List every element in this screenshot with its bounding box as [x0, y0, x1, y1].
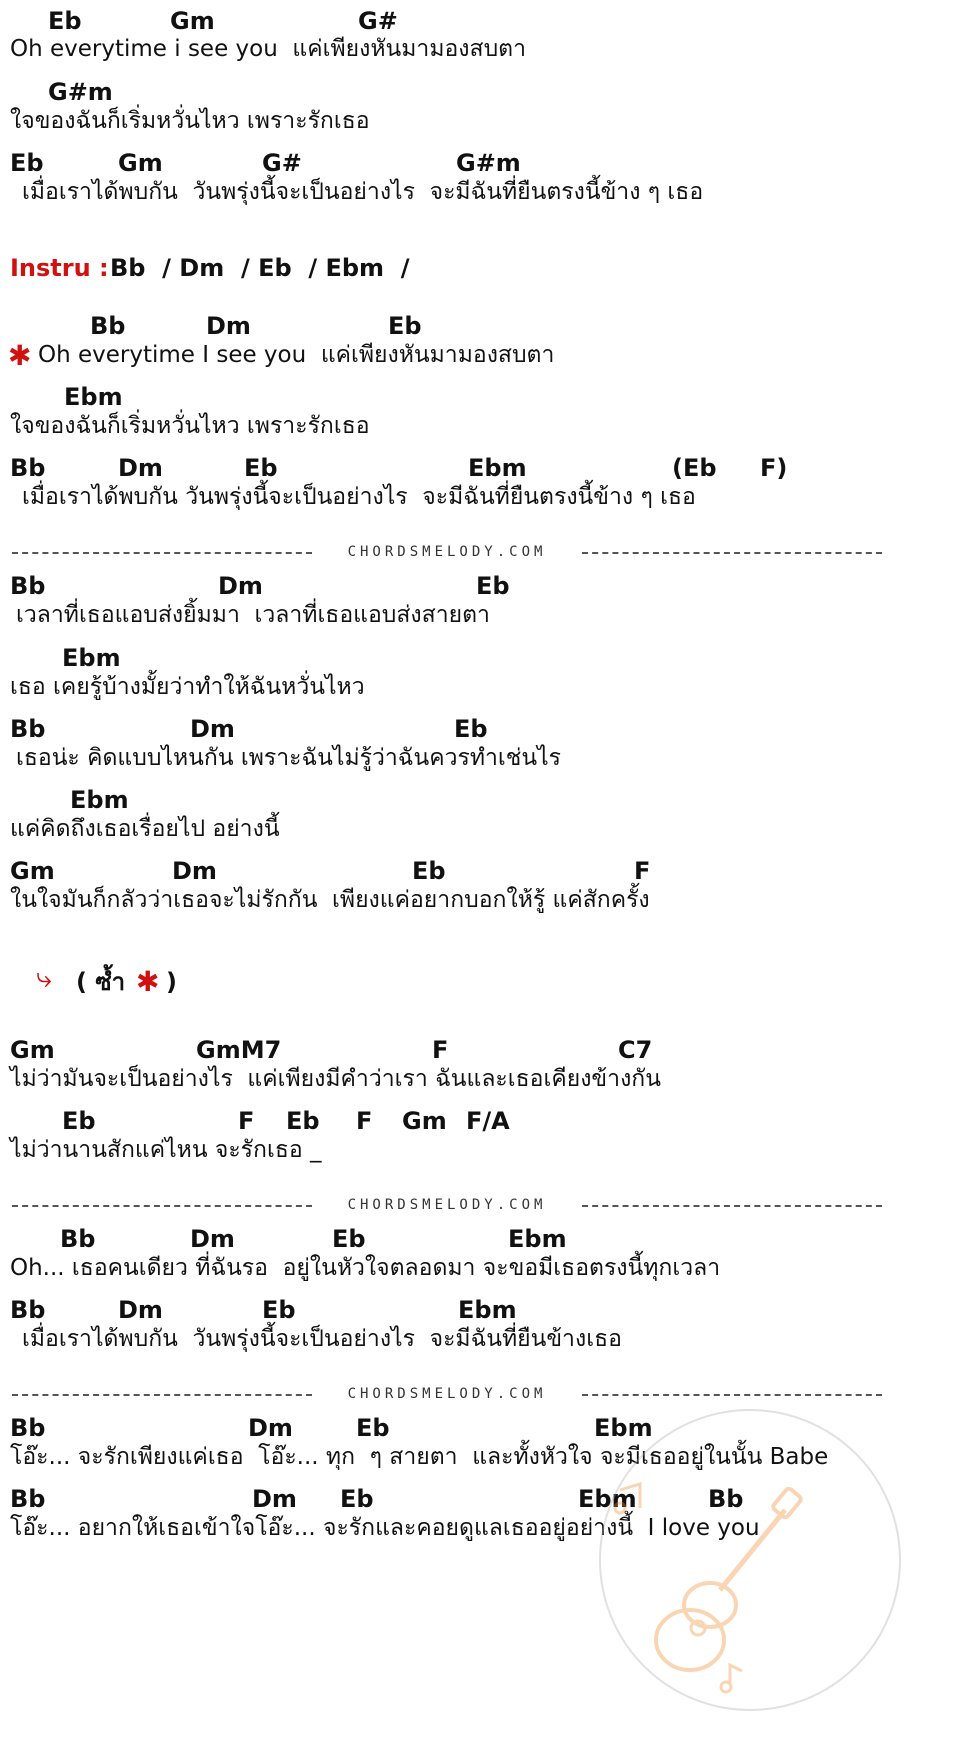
chord: Eb	[10, 149, 44, 177]
chord: Ebm	[458, 1296, 517, 1324]
lyric-line: ใจของฉันก็เริ่มหวั่นไหว เพราะรักเธอ	[10, 108, 370, 134]
chord: F	[634, 857, 651, 885]
chord: Bb	[10, 715, 46, 743]
lyric-line: เมื่อเราได้พบกัน วันพรุ่งนี้จะเป็นอย่างไร จะมีฉันที่ยืนข้างเธอ	[22, 1326, 622, 1352]
chord: G#m	[48, 78, 113, 106]
chord: Dm	[206, 312, 251, 340]
chord: Bb	[10, 572, 46, 600]
lyric-line: เมื่อเราได้พบกัน วันพรุ่งนี้จะเป็นอย่างไร จะมีฉันที่ยืนตรงนี้ข้าง ๆ เธอ	[22, 484, 696, 510]
chord: Dm	[252, 1485, 297, 1513]
chord: G#m	[456, 149, 521, 177]
chord: Dm	[190, 715, 235, 743]
chord: Dm	[248, 1414, 293, 1442]
repeat-close: )	[166, 968, 177, 996]
chord: Dm	[218, 572, 263, 600]
section-separator	[12, 544, 882, 560]
chord: Gm	[10, 857, 55, 885]
lyric-line: เธอน่ะ คิดแบบไหนกัน เพราะฉันไม่รู้ว่าฉันควรทำเช่นไร	[16, 745, 562, 771]
chord: F)	[760, 454, 788, 482]
chord: Gm	[170, 7, 215, 35]
chord: Bb	[10, 1296, 46, 1324]
chord: Dm	[118, 454, 163, 482]
lyric-line: โอ๊ะ... จะรักเพียงแค่เธอ โอ๊ะ... ทุก ๆ สายตา และทั้งหัวใจ จะมีเธออยู่ในนั้น Babe	[10, 1444, 829, 1470]
chord: GmM7	[196, 1036, 282, 1064]
chord: Eb	[476, 572, 510, 600]
chord: Bb	[10, 1414, 46, 1442]
lyric-line: Oh everytime i see you แค่เพียงหันมามองสบตา	[10, 36, 527, 62]
chord: Eb	[262, 1296, 296, 1324]
lyric-line: ไม่ว่านานสักแค่ไหน จะรักเธอ _	[10, 1137, 322, 1163]
chord: Dm	[172, 857, 217, 885]
chord: (Eb	[672, 454, 717, 482]
chord: Eb	[454, 715, 488, 743]
chord: F	[432, 1036, 449, 1064]
lyric-line: ในใจมันก็กลัวว่าเธอจะไม่รักกัน เพียงแค่อยากบอกให้รู้ แค่สักครั้ง	[10, 887, 650, 913]
lyric-line: ไม่ว่ามันจะเป็นอย่างไร แค่เพียงมีคำว่าเรา ฉันและเธอเคียงข้างกัน	[10, 1066, 661, 1092]
lyric-line: เมื่อเราได้พบกัน วันพรุ่งนี้จะเป็นอย่างไร จะมีฉันที่ยืนตรงนี้ข้าง ๆ เธอ	[22, 179, 704, 205]
chord: Eb	[62, 1107, 96, 1135]
chord: Gm	[118, 149, 163, 177]
lyric-line: เธอ เคยรู้บ้างมั้ยว่าทำให้ฉันหวั่นไหว	[10, 674, 365, 700]
repeat-marker-star-icon: ✱	[8, 339, 32, 372]
lyric-line: เวลาที่เธอแอบส่งยิ้มมา เวลาที่เธอแอบส่งสายตา	[16, 602, 490, 628]
separator-label: CHORDSMELODY.COM	[342, 1386, 553, 1402]
chord: Ebm	[70, 786, 129, 814]
chordsmelody-watermark-logo	[560, 1340, 940, 1760]
lyric-line: ใจของฉันก็เริ่มหวั่นไหว เพราะรักเธอ	[10, 413, 370, 439]
chord: Eb	[48, 7, 82, 35]
chord: G#	[358, 7, 398, 35]
instru-label: Instru :	[10, 254, 109, 282]
chord: Gm	[402, 1107, 447, 1135]
chord: Bb	[10, 1485, 46, 1513]
chord: Ebm	[578, 1485, 637, 1513]
repeat-star-icon: ✱	[136, 965, 160, 998]
lyric-line: Oh everytime I see you แค่เพียงหันมามองสบตา	[38, 342, 555, 368]
guitar-icon	[656, 1487, 802, 1670]
chord: Ebm	[64, 383, 123, 411]
lyric-line: โอ๊ะ... อยากให้เธอเข้าใจโอ๊ะ... จะรักและคอยดูแลเธออยู่อย่างนี้ I love you	[10, 1515, 760, 1541]
chord: F/A	[466, 1107, 510, 1135]
chord: Eb	[244, 454, 278, 482]
separator-label: CHORDSMELODY.COM	[342, 544, 553, 560]
chord: Eb	[412, 857, 446, 885]
separator-label: CHORDSMELODY.COM	[342, 1197, 553, 1213]
chord: Bb	[90, 312, 126, 340]
chord: F	[238, 1107, 255, 1135]
chord: Ebm	[62, 644, 121, 672]
instru-chords: Bb / Dm / Eb / Ebm /	[110, 254, 410, 282]
chord: Dm	[118, 1296, 163, 1324]
chord: Eb	[388, 312, 422, 340]
chord: G#	[262, 149, 302, 177]
chord: Bb	[60, 1225, 96, 1253]
section-separator	[12, 1197, 882, 1213]
chord: Eb	[332, 1225, 366, 1253]
chord: Ebm	[594, 1414, 653, 1442]
chord: Bb	[10, 454, 46, 482]
lyric-line: Oh... เธอคนเดียว ที่ฉันรอ อยู่ในหัวใจตลอดมา จะขอมีเธอตรงนี้ทุกเวลา	[10, 1255, 721, 1281]
chord: Eb	[356, 1414, 390, 1442]
chord: Bb	[708, 1485, 744, 1513]
chord: Gm	[10, 1036, 55, 1064]
chord: F	[356, 1107, 373, 1135]
repeat-label: ( ซ้ำ	[76, 968, 126, 996]
lyric-line: แค่คิดถึงเธอเรื่อยไป อย่างนี้	[10, 816, 280, 842]
chord: Dm	[190, 1225, 235, 1253]
repeat-arrow-icon: ⤷	[36, 961, 52, 994]
chord: Eb	[340, 1485, 374, 1513]
chord: Ebm	[508, 1225, 567, 1253]
chord: C7	[618, 1036, 653, 1064]
chord: Eb	[286, 1107, 320, 1135]
chord: Ebm	[468, 454, 527, 482]
